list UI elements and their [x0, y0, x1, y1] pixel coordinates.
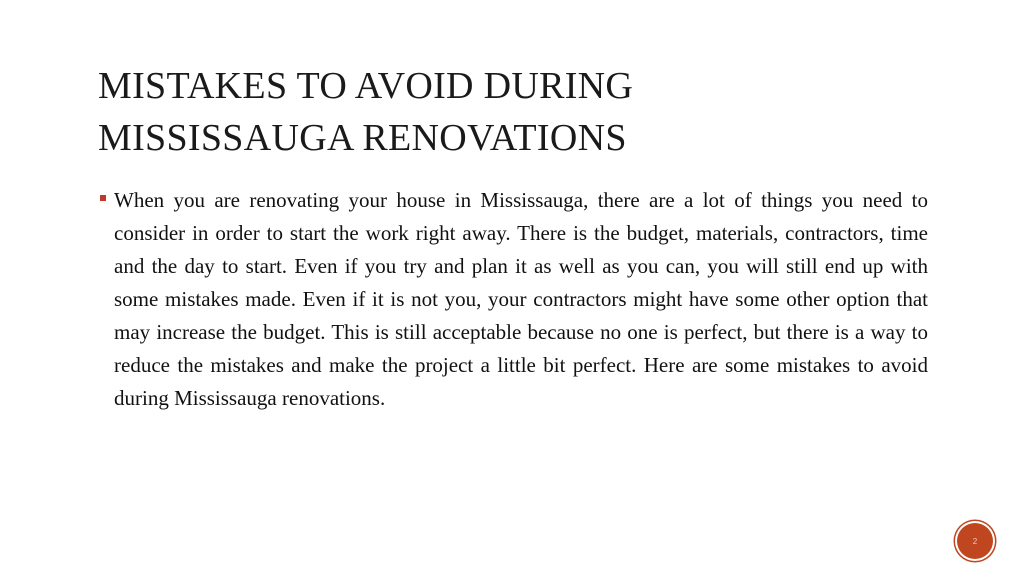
page-number: 2 [972, 536, 978, 546]
bullet-text: When you are renovating your house in Mississauga, there are a lot of things you need to consider in order to start the work right away. There is the budget, materials, contractors, time and the day to start. Even if you try and plan it as well as you can, you will still end up with some mistakes made. Even if it is not you, your contractors might have some other option that may increase the budget. This is still acceptable because no one is perfect, but there is a way to reduce the mistakes and make the project a little bit perfect. Here are some mistakes to avoid during Mississauga renovations. [114, 188, 928, 410]
bullet-item [98, 184, 928, 415]
square-bullet-icon [100, 195, 106, 201]
page-number-badge [957, 523, 993, 559]
bullet-list [98, 184, 928, 415]
slide-title: MISTAKES TO AVOID DURING MISSISSAUGA RENOVATIONS [98, 65, 634, 159]
